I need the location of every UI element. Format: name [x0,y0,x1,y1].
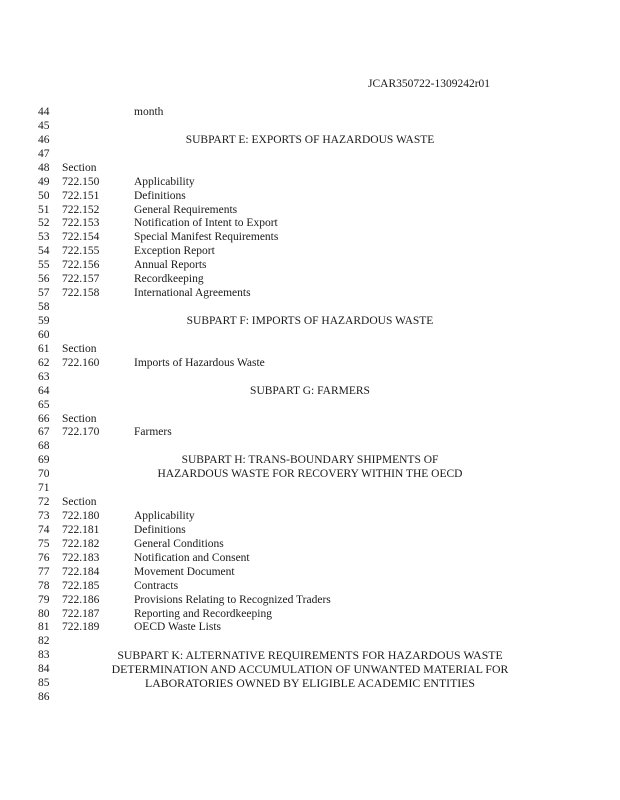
section-number: 722.152 [62,203,100,216]
document-line [0,620,620,634]
section-title: Annual Reports [134,259,207,272]
section-title: General Conditions [134,537,224,550]
section-title: Exception Report [134,245,215,258]
line-number: 49 [38,175,50,188]
section-number: 722.170 [62,426,100,439]
section-number: 722.180 [62,510,100,522]
section-title: General Requirements [134,203,238,216]
line-number: 68 [38,440,50,453]
document-line [0,147,620,161]
document-line [0,690,620,704]
line-number: 53 [38,231,50,244]
section-title: Applicability [134,175,195,188]
subpart-heading: SUBPART E: EXPORTS OF HAZARDOUS WASTE [185,133,435,146]
section-title: International Agreements [134,287,251,300]
line-number: 86 [38,691,50,704]
document-line [0,286,620,300]
document-line [0,579,620,593]
line-number: 74 [38,523,50,536]
section-number: 722.186 [62,593,100,606]
subpart-heading: DETERMINATION AND ACCUMULATION OF UNWANTED MATERIAL FOR [111,662,509,677]
line-number: 52 [38,217,50,230]
document-line [0,119,620,133]
document-line [0,648,620,662]
document-line [0,133,620,147]
section-title: Notification of Intent to Export [134,217,278,230]
document-line [0,676,620,690]
document-line [0,342,620,356]
line-number: 73 [38,510,50,522]
line-number: 45 [38,119,50,132]
subpart-heading: SUBPART H: TRANS-BOUNDARY SHIPMENTS OF [181,454,439,467]
line-number: 76 [38,551,50,564]
line-number: 72 [38,496,50,508]
section-title: Applicability [134,510,195,522]
line-number: 65 [38,398,50,411]
document-line [0,384,620,398]
line-number: 56 [38,273,50,286]
document-line [0,203,620,217]
document-line [0,537,620,551]
section-number: 722.151 [62,189,100,202]
line-number: 77 [38,565,50,578]
section-title: Recordkeeping [134,273,204,286]
document-line [0,551,620,565]
document-line [0,314,620,328]
subpart-heading: LABORATORIES OWNED BY ELIGIBLE ACADEMIC ENTITIES [145,676,475,691]
line-number: 67 [38,426,50,439]
section-number: 722.185 [62,579,100,592]
section-number: 722.184 [62,565,100,578]
section-number: 722.160 [62,356,100,369]
document-line [0,634,620,648]
section-number: 722.153 [62,217,100,230]
document-line [0,189,620,203]
subpart-heading: SUBPART F: IMPORTS OF HAZARDOUS WASTE [186,314,434,327]
section-title: Notification and Consent [134,551,250,564]
document-line [0,425,620,439]
subpart-heading: HAZARDOUS WASTE FOR RECOVERY WITHIN THE OECD [157,468,463,481]
line-number: 63 [38,370,50,383]
section-number: 722.157 [62,273,100,286]
document-line [0,328,620,342]
line-number: 81 [38,621,50,634]
line-number: 82 [38,635,50,648]
section-title: Farmers [134,426,172,439]
line-number: 79 [38,593,50,606]
section-column-header: Section [62,161,97,174]
section-title: month [134,106,164,118]
section-number: 722.187 [62,607,100,620]
line-number: 60 [38,328,50,341]
line-number: 48 [38,161,50,174]
document-line [0,607,620,621]
document-line [0,495,620,509]
line-number: 64 [38,384,50,397]
section-title: Imports of Hazardous Waste [134,356,265,369]
line-number: 55 [38,259,50,272]
line-number: 58 [38,301,50,313]
line-number: 69 [38,454,50,467]
line-number: 59 [38,314,50,327]
document-line [0,565,620,579]
document-line [0,216,620,230]
line-number: 51 [38,203,50,216]
document-line [0,272,620,286]
line-number: 66 [38,412,50,425]
document-line [0,412,620,426]
document-line [0,439,620,453]
section-number: 722.183 [62,551,100,564]
line-number: 54 [38,245,50,258]
line-number: 44 [38,106,50,118]
line-number: 83 [38,649,50,662]
line-number: 71 [38,482,50,495]
document-line [0,398,620,412]
line-number: 75 [38,537,50,550]
section-column-header: Section [62,342,97,355]
line-number: 70 [38,468,50,481]
document-line [0,467,620,481]
document-id: JCAR350722-1309242r01 [368,78,491,90]
document-line [0,175,620,189]
document-line [0,453,620,467]
line-number: 46 [38,133,50,146]
section-number: 722.154 [62,231,100,244]
line-number: 47 [38,147,50,160]
line-number: 84 [38,663,50,676]
document-line [0,370,620,384]
section-number: 722.182 [62,537,100,550]
line-number: 85 [38,677,50,690]
document-line [0,244,620,258]
document-line [0,300,620,314]
document-line [0,662,620,676]
section-title: Reporting and Recordkeeping [134,607,272,620]
subpart-heading: SUBPART K: ALTERNATIVE REQUIREMENTS FOR HAZARDOUS WASTE [117,648,503,663]
document-line [0,230,620,244]
document-line [0,356,620,370]
section-title: Movement Document [134,565,235,578]
line-number: 62 [38,356,50,369]
section-title: Definitions [134,189,186,202]
line-number: 80 [38,607,50,620]
document-line [0,161,620,175]
section-title: Special Manifest Requirements [134,231,279,244]
section-number: 722.150 [62,175,100,188]
line-number: 57 [38,287,50,300]
section-number: 722.155 [62,245,100,258]
section-number: 722.181 [62,523,100,536]
subpart-heading: SUBPART G: FARMERS [250,384,370,397]
line-number: 61 [38,342,50,355]
section-number: 722.189 [62,621,100,634]
section-number: 722.158 [62,287,100,300]
line-number: 78 [38,579,50,592]
document-line [0,258,620,272]
section-title: OECD Waste Lists [134,621,222,634]
section-title: Contracts [134,579,179,592]
document-line [0,523,620,537]
section-column-header: Section [62,412,97,425]
section-column-header: Section [62,496,97,508]
section-title: Provisions Relating to Recognized Traders [134,593,331,606]
section-title: Definitions [134,523,186,536]
document-line [0,105,620,119]
line-number: 50 [38,189,50,202]
document-line [0,509,620,523]
document-line [0,481,620,495]
section-number: 722.156 [62,259,100,272]
document-line [0,593,620,607]
